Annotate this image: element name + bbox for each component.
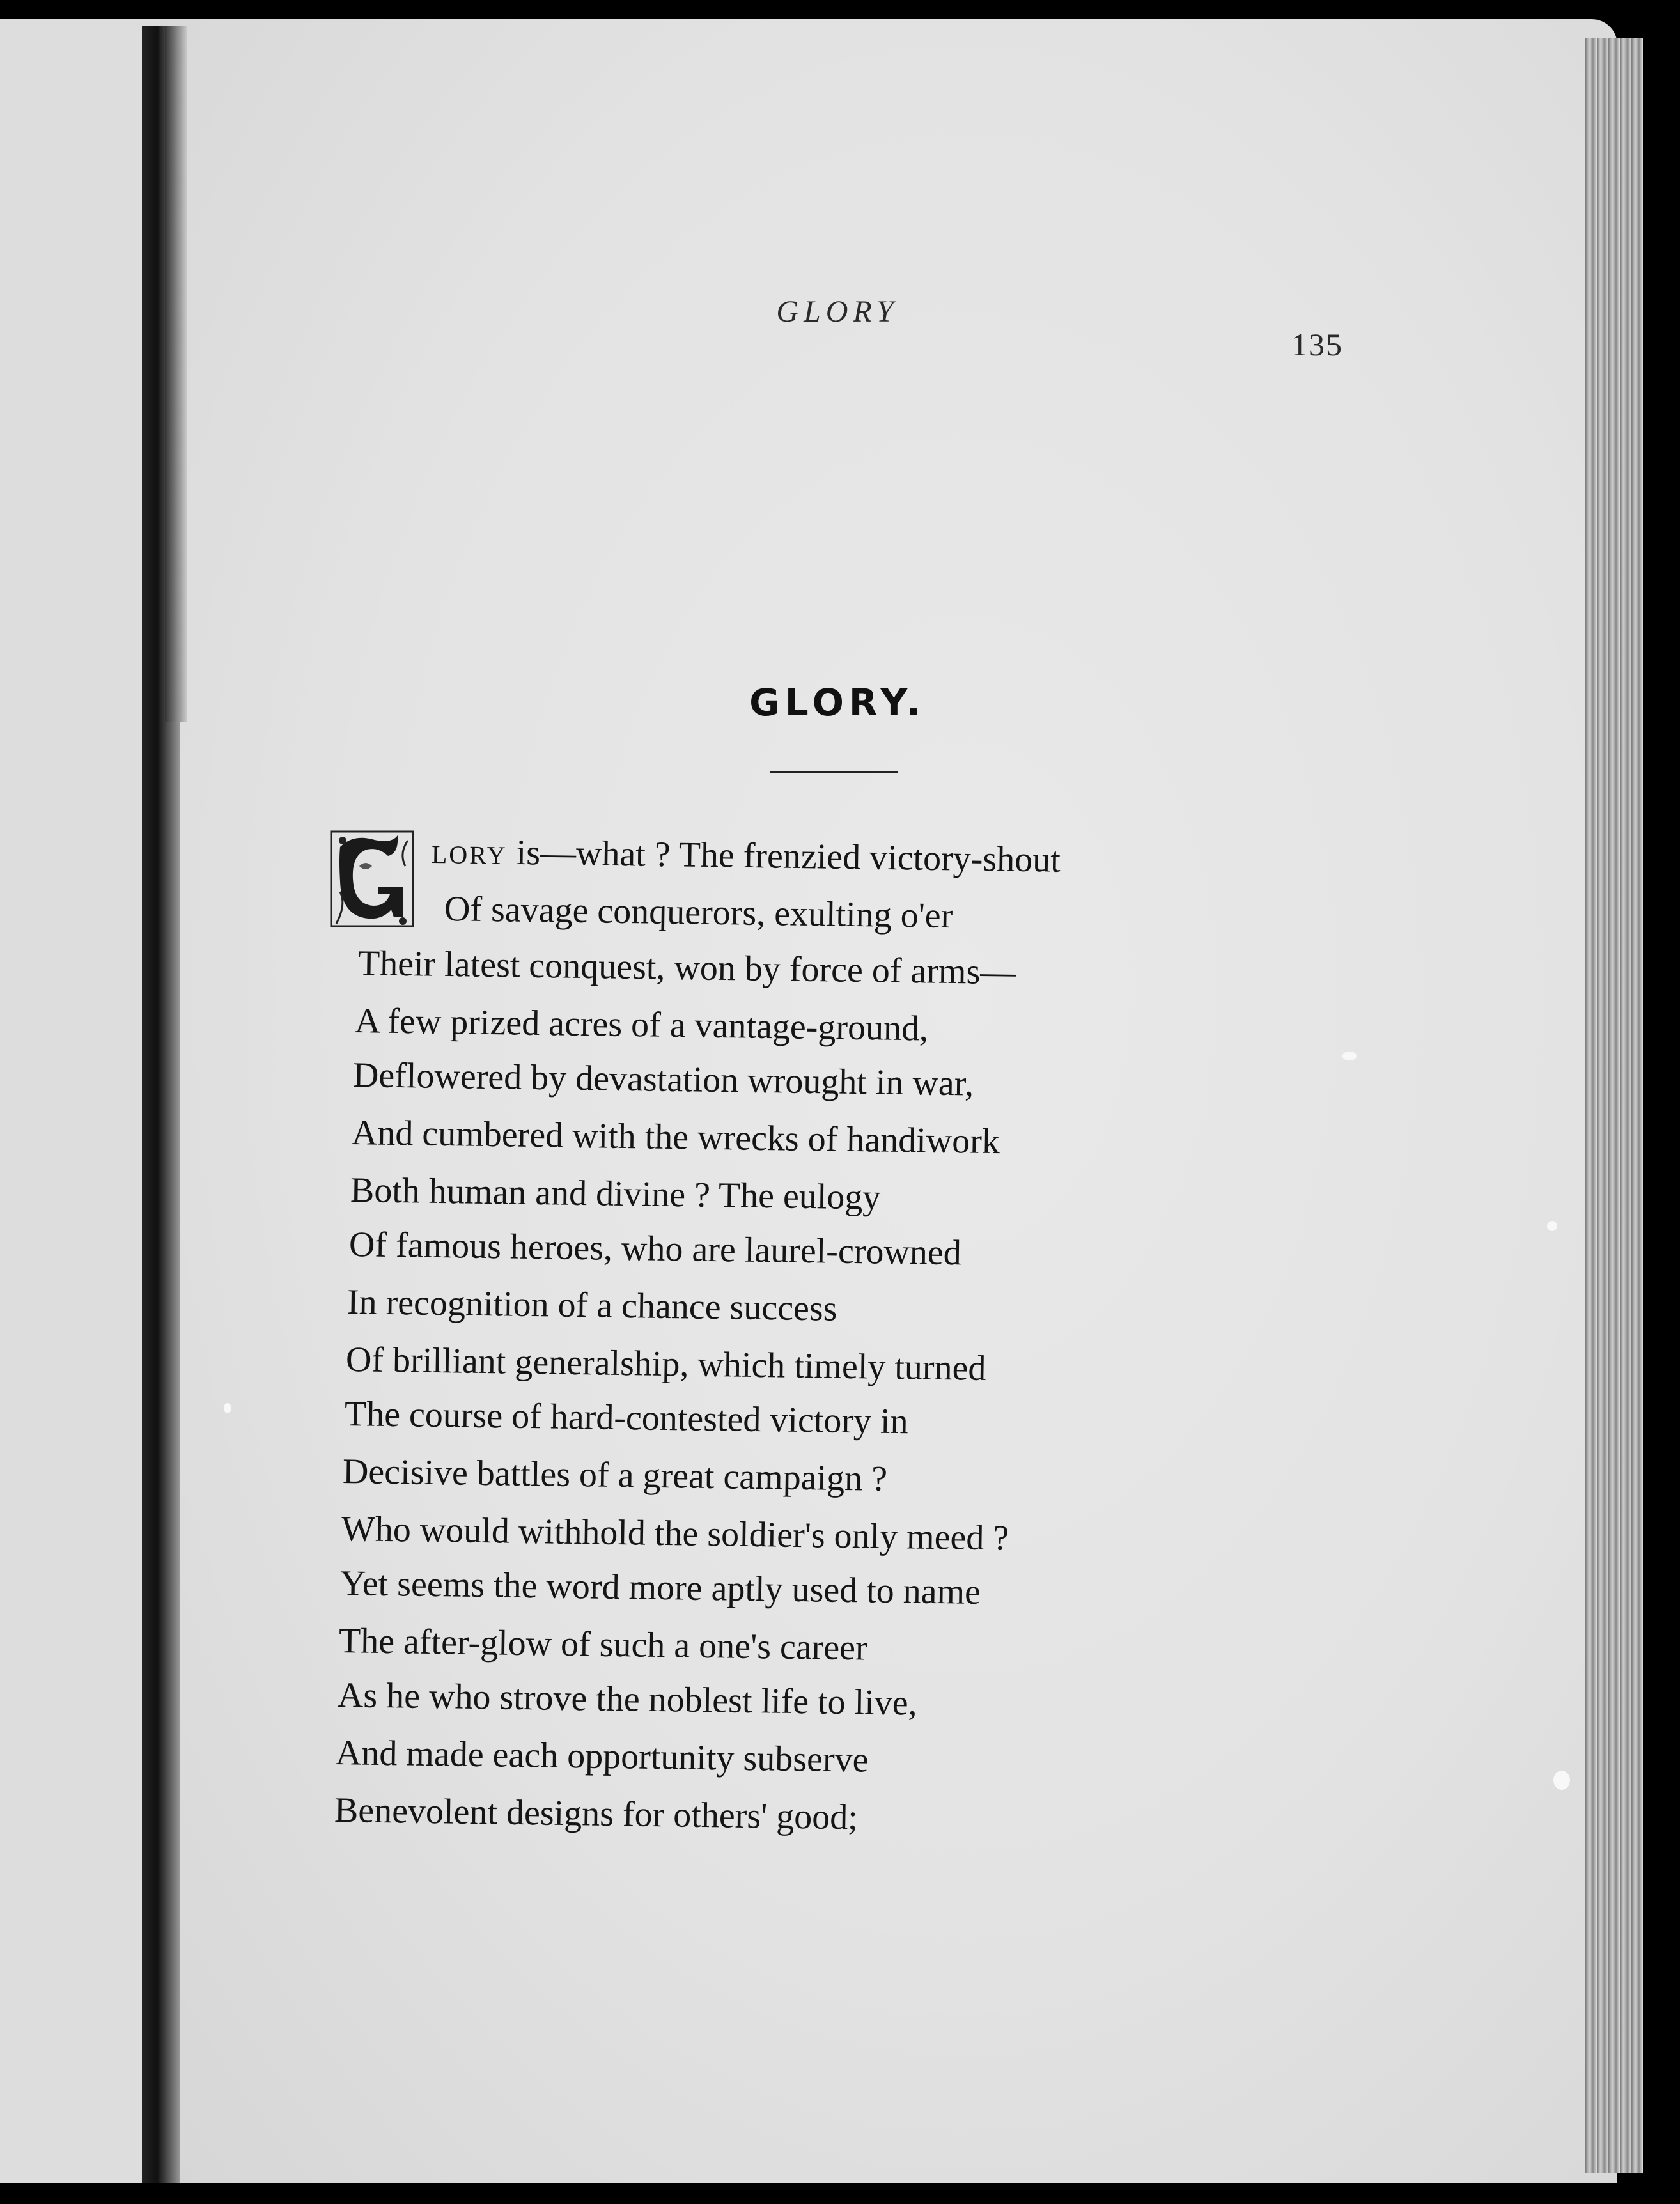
poem-line: In recognition of a chance success <box>346 1282 837 1329</box>
poem-line: And made each opportunity subserve <box>335 1733 869 1780</box>
first-word-small-caps: LORY <box>431 840 508 870</box>
poem-line: Of brilliant generalship, which timely turned <box>345 1340 986 1388</box>
left-facing-page-edge <box>0 19 160 2183</box>
poem-line: Of savage conquerors, exulting o'er <box>444 889 953 936</box>
paper-speck <box>1547 1221 1557 1231</box>
page-edges-stack <box>1585 38 1643 2173</box>
poem-line: As he who strove the noblest life to live, <box>337 1675 918 1723</box>
first-line-text: is—what ? The frenzied victory-shout <box>507 832 1061 880</box>
poem-line: A few prized acres of a vantage-ground, <box>354 1001 929 1049</box>
poem-line: Yet seems the word more aptly used to name <box>339 1564 981 1612</box>
paper-speck <box>1342 1052 1357 1060</box>
book-page <box>160 19 1617 2183</box>
poem-line: Both human and divine ? The eulogy <box>350 1170 881 1218</box>
page-number: 135 <box>1291 327 1343 362</box>
ornamental-drop-cap-g-icon <box>327 828 417 930</box>
poem-line: Of famous heroes, who are laurel-crowned <box>348 1225 962 1273</box>
poem-line: Benevolent designs for others' good; <box>334 1790 859 1838</box>
title-rule <box>770 771 898 773</box>
poem-line: Their latest conquest, won by force of arms— <box>357 943 1016 993</box>
poem-line: Decisive battles of a great campaign ? <box>342 1452 888 1499</box>
poem-line: And cumbered with the wrecks of handiwork <box>351 1113 1000 1162</box>
gutter-fold <box>165 26 187 722</box>
poem-line-1 <box>432 831 1061 881</box>
poem-line: Who would withhold the soldier's only meed ? <box>341 1509 1009 1558</box>
running-head: GLORY <box>776 295 899 329</box>
paper-speck <box>224 1403 231 1413</box>
paper-speck <box>1553 1771 1570 1790</box>
poem-line: The course of hard-contested victory in <box>344 1394 909 1442</box>
poem-title: GLORY. <box>749 681 926 724</box>
poem-line: Deflowered by devastation wrought in war, <box>352 1055 974 1104</box>
poem-line: The after-glow of such a one's career <box>338 1621 868 1668</box>
